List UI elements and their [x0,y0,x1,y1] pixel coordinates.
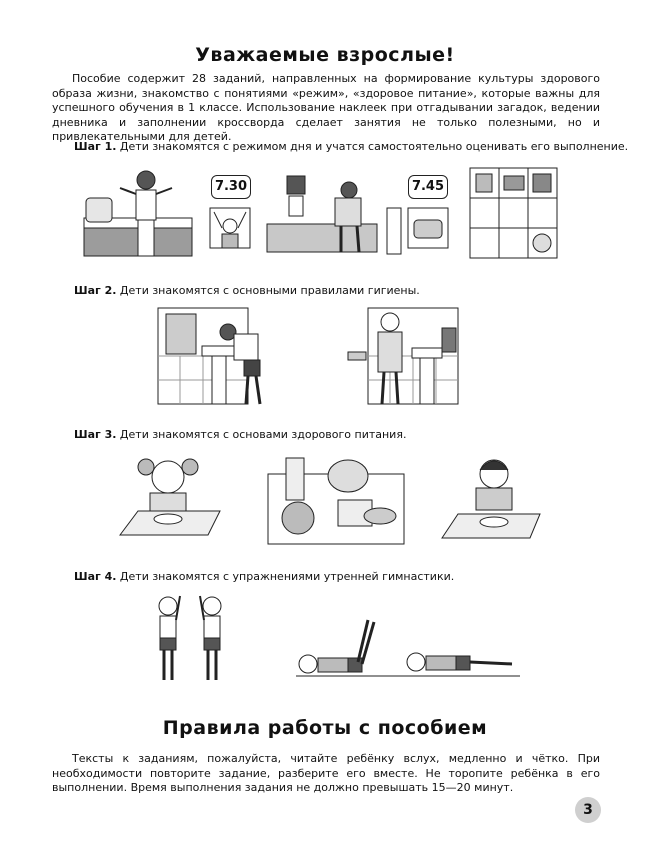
time-box-2: 7.45 [408,175,448,199]
step-4-label: Шаг 4. [74,570,117,583]
page-number: 3 [575,797,601,823]
pillow-icon [408,208,448,248]
illustration-making-bed [267,168,412,268]
section-title: Правила работы с пособием [162,717,488,739]
illustration-boy-eating [440,456,540,542]
step-3 [74,428,406,441]
illustration-girl-eating [116,455,222,540]
step-3-label: Шаг 3. [74,428,117,441]
step-4 [74,570,454,583]
step-3-text: Дети знакомятся с основами здорового питания. [119,428,407,441]
step-1 [74,140,628,153]
step-1-label: Шаг 1. [74,140,117,153]
illustration-washing-face [158,308,276,410]
illustration-morning-exercise-lying [296,618,520,680]
rules-paragraph: Тексты к заданиям, пожалуйста, читайте ребёнку вслух, медленно и чётко. При необходимости повторите задание, разберите его вместе. Не торопите ребёнка в его выполнении. Время выполнения задания не должно превышать 15—20 минут. [52,752,600,794]
illustration-morning-exercise-standing [148,592,240,684]
sticker-grid [470,168,557,258]
step-2-label: Шаг 2. [74,284,117,297]
intro-paragraph: Пособие содержит 28 заданий, направленных на формирование культуры здорового образа жизни, знакомство с понятиями «режим», «здоровое питание», которые важны для успешного обучения в 1 классе. Использование наклеек при отгадывании загадок, ведении дневника и заполнении кроссворда сделает занятия не только полезными, но и привлекательными для детей. [52,72,600,143]
time-box-1: 7.30 [211,175,251,199]
step-4-text: Дети знакомятся с упражнениями утренней гимнастики. [119,570,455,583]
illustration-healthy-food [268,456,406,546]
stretch-icon [210,208,250,248]
page-title: Уважаемые взрослые! [195,44,455,66]
step-2 [74,284,420,297]
step-1-text: Дети знакомятся с режимом дня и учатся самостоятельно оценивать его выполнение. [119,140,629,153]
illustration-brushing-teeth [348,308,466,410]
step-2-text: Дети знакомятся с основными правилами гигиены. [119,284,420,297]
